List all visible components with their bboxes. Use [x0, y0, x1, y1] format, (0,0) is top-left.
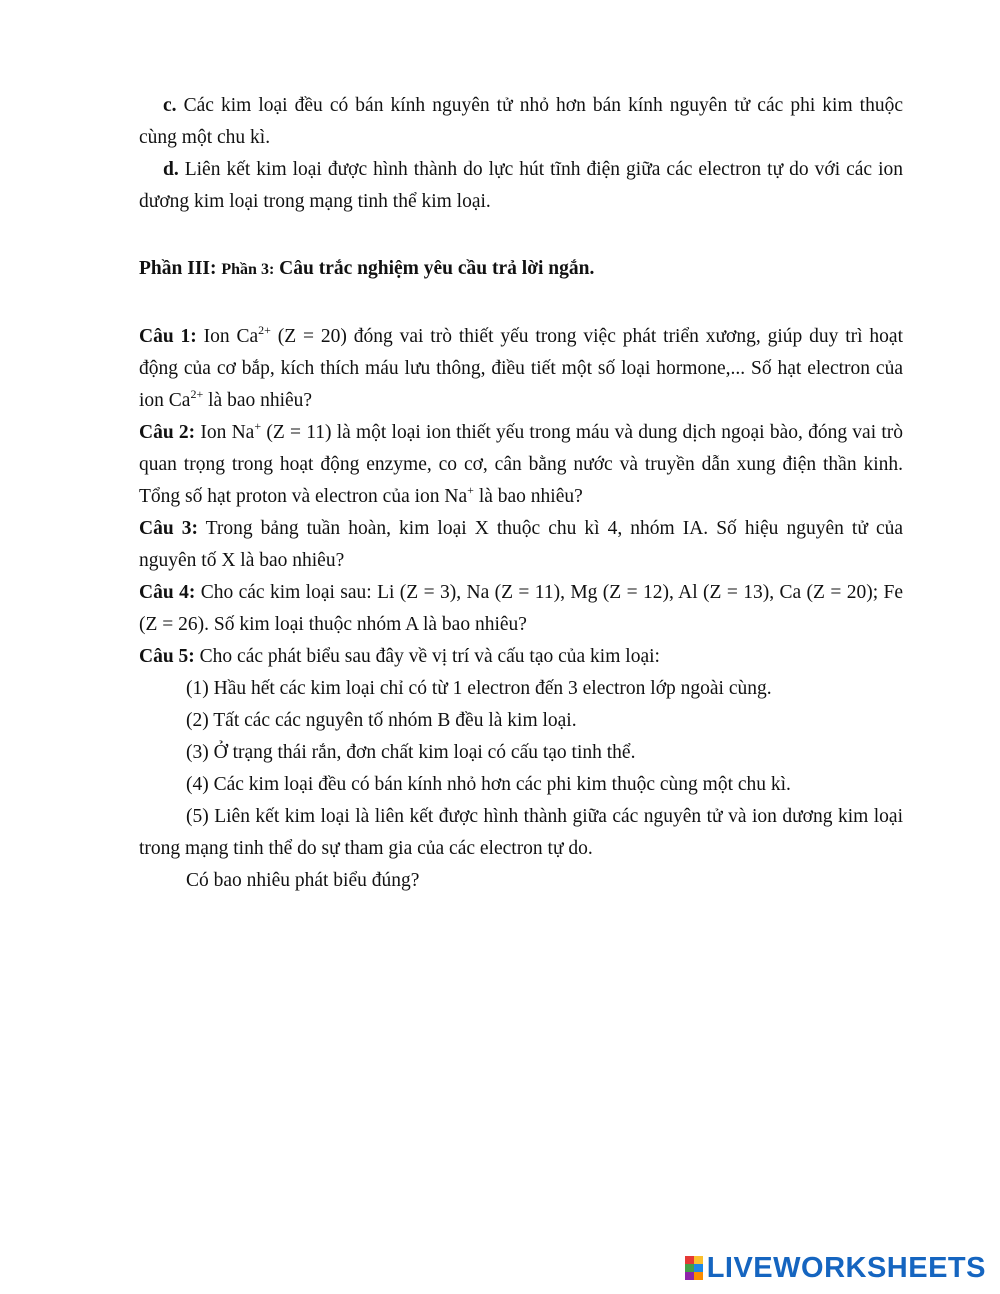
- question-5-text: Cho các phát biểu sau đây về vị trí và cấu tạo của kim loại:: [194, 646, 660, 667]
- question-3-label: Câu 3:: [139, 518, 198, 539]
- question-4-label: Câu 4:: [139, 582, 196, 603]
- part3-label: Phần III:: [139, 258, 217, 279]
- question-1-charge-b: 2+: [190, 386, 204, 401]
- part3-title: Câu trắc nghiệm yêu cầu trả lời ngắn.: [279, 258, 595, 279]
- question-2-charge-b: +: [467, 482, 474, 497]
- question-4: [139, 577, 903, 641]
- statement-c-label: c.: [163, 95, 177, 116]
- statement-d-label: d.: [163, 159, 179, 180]
- question-5-item: (3) Ở trạng thái rắn, đơn chất kim loại có cấu tạo tinh thể.: [186, 742, 636, 763]
- question-1-charge-a: 2+: [258, 322, 271, 337]
- question-1-text-c: là bao nhiêu?: [203, 390, 313, 411]
- question-2-text-c: là bao nhiêu?: [473, 486, 583, 507]
- question-3-text: Trong bảng tuần hoàn, kim loại X thuộc chu kì 4, nhóm IA. Số hiệu nguyên tử của nguyên tố X là bao nhiêu?: [139, 518, 904, 571]
- question-2-charge-a: +: [254, 418, 262, 433]
- question-1-label: Câu 1:: [139, 326, 197, 347]
- question-4-text: Cho các kim loại sau: Li (Z = 3), Na (Z = 11), Mg (Z = 12), Al (Z = 13), Ca (Z = 20); Fe (Z = 26). Số kim loại thuộc nhóm A là bao nhiêu?: [139, 582, 904, 635]
- question-5: [139, 641, 903, 673]
- statement-c-text: Các kim loại đều có bán kính nguyên tử nhỏ hơn bán kính nguyên tử các phi kim thuộc cùng một chu kì.: [139, 95, 903, 148]
- question-5-prompt: Có bao nhiêu phát biểu đúng?: [186, 870, 420, 891]
- question-5-item: (1) Hầu hết các kim loại chỉ có từ 1 electron đến 3 electron lớp ngoài cùng.: [186, 678, 772, 699]
- question-5-item: (5) Liên kết kim loại là liên kết được hình thành giữa các nguyên tử và ion dương kim loại trong mạng tinh thể do sự tham gia của các electron tự do.: [139, 806, 903, 859]
- question-2: [139, 417, 903, 513]
- liveworksheets-logo: [685, 1252, 986, 1284]
- question-3: [139, 513, 903, 577]
- question-1: [139, 321, 903, 417]
- question-2-label: Câu 2:: [139, 422, 196, 443]
- liveworksheets-logo-icon: [685, 1256, 703, 1280]
- statement-c: [139, 90, 903, 154]
- statement-d-text: Liên kết kim loại được hình thành do lực hút tĩnh điện giữa các electron tự do với các ion dương kim loại trong mạng tinh thể kim loại.: [139, 159, 903, 212]
- part3-small-label: Phần 3:: [221, 261, 275, 278]
- question-5-label: Câu 5:: [139, 646, 195, 667]
- question-5-item: (2) Tất các các nguyên tố nhóm B đều là kim loại.: [186, 710, 577, 731]
- liveworksheets-logo-text: LIVEWORKSHEETS: [706, 1251, 986, 1284]
- question-2-text-a: Ion Na: [195, 422, 255, 443]
- question-2-text-b: (Z = 11) là một loại ion thiết yếu trong máu và dung dịch ngoại bào, đóng vai trò quan trọng trong hoạt động enzyme, co cơ, cân bằng nước và truyền dẫn xung điện thần kinh. Tổng số hạt proton và electron của ion Na: [139, 422, 904, 507]
- question-5-item: (4) Các kim loại đều có bán kính nhỏ hơn các phi kim thuộc cùng một chu kì.: [186, 774, 791, 795]
- section-heading-part3: [139, 253, 903, 286]
- statement-d: [139, 154, 903, 218]
- question-1-text-a: Ion Ca: [196, 326, 259, 347]
- document-page: [139, 90, 903, 897]
- question-1-text-b: (Z = 20) đóng vai trò thiết yếu trong việc phát triển xương, giúp duy trì hoạt động của cơ bắp, kích thích máu lưu thông, điều tiết một số loại hormone,... Số hạt electron của ion Ca: [139, 326, 903, 411]
